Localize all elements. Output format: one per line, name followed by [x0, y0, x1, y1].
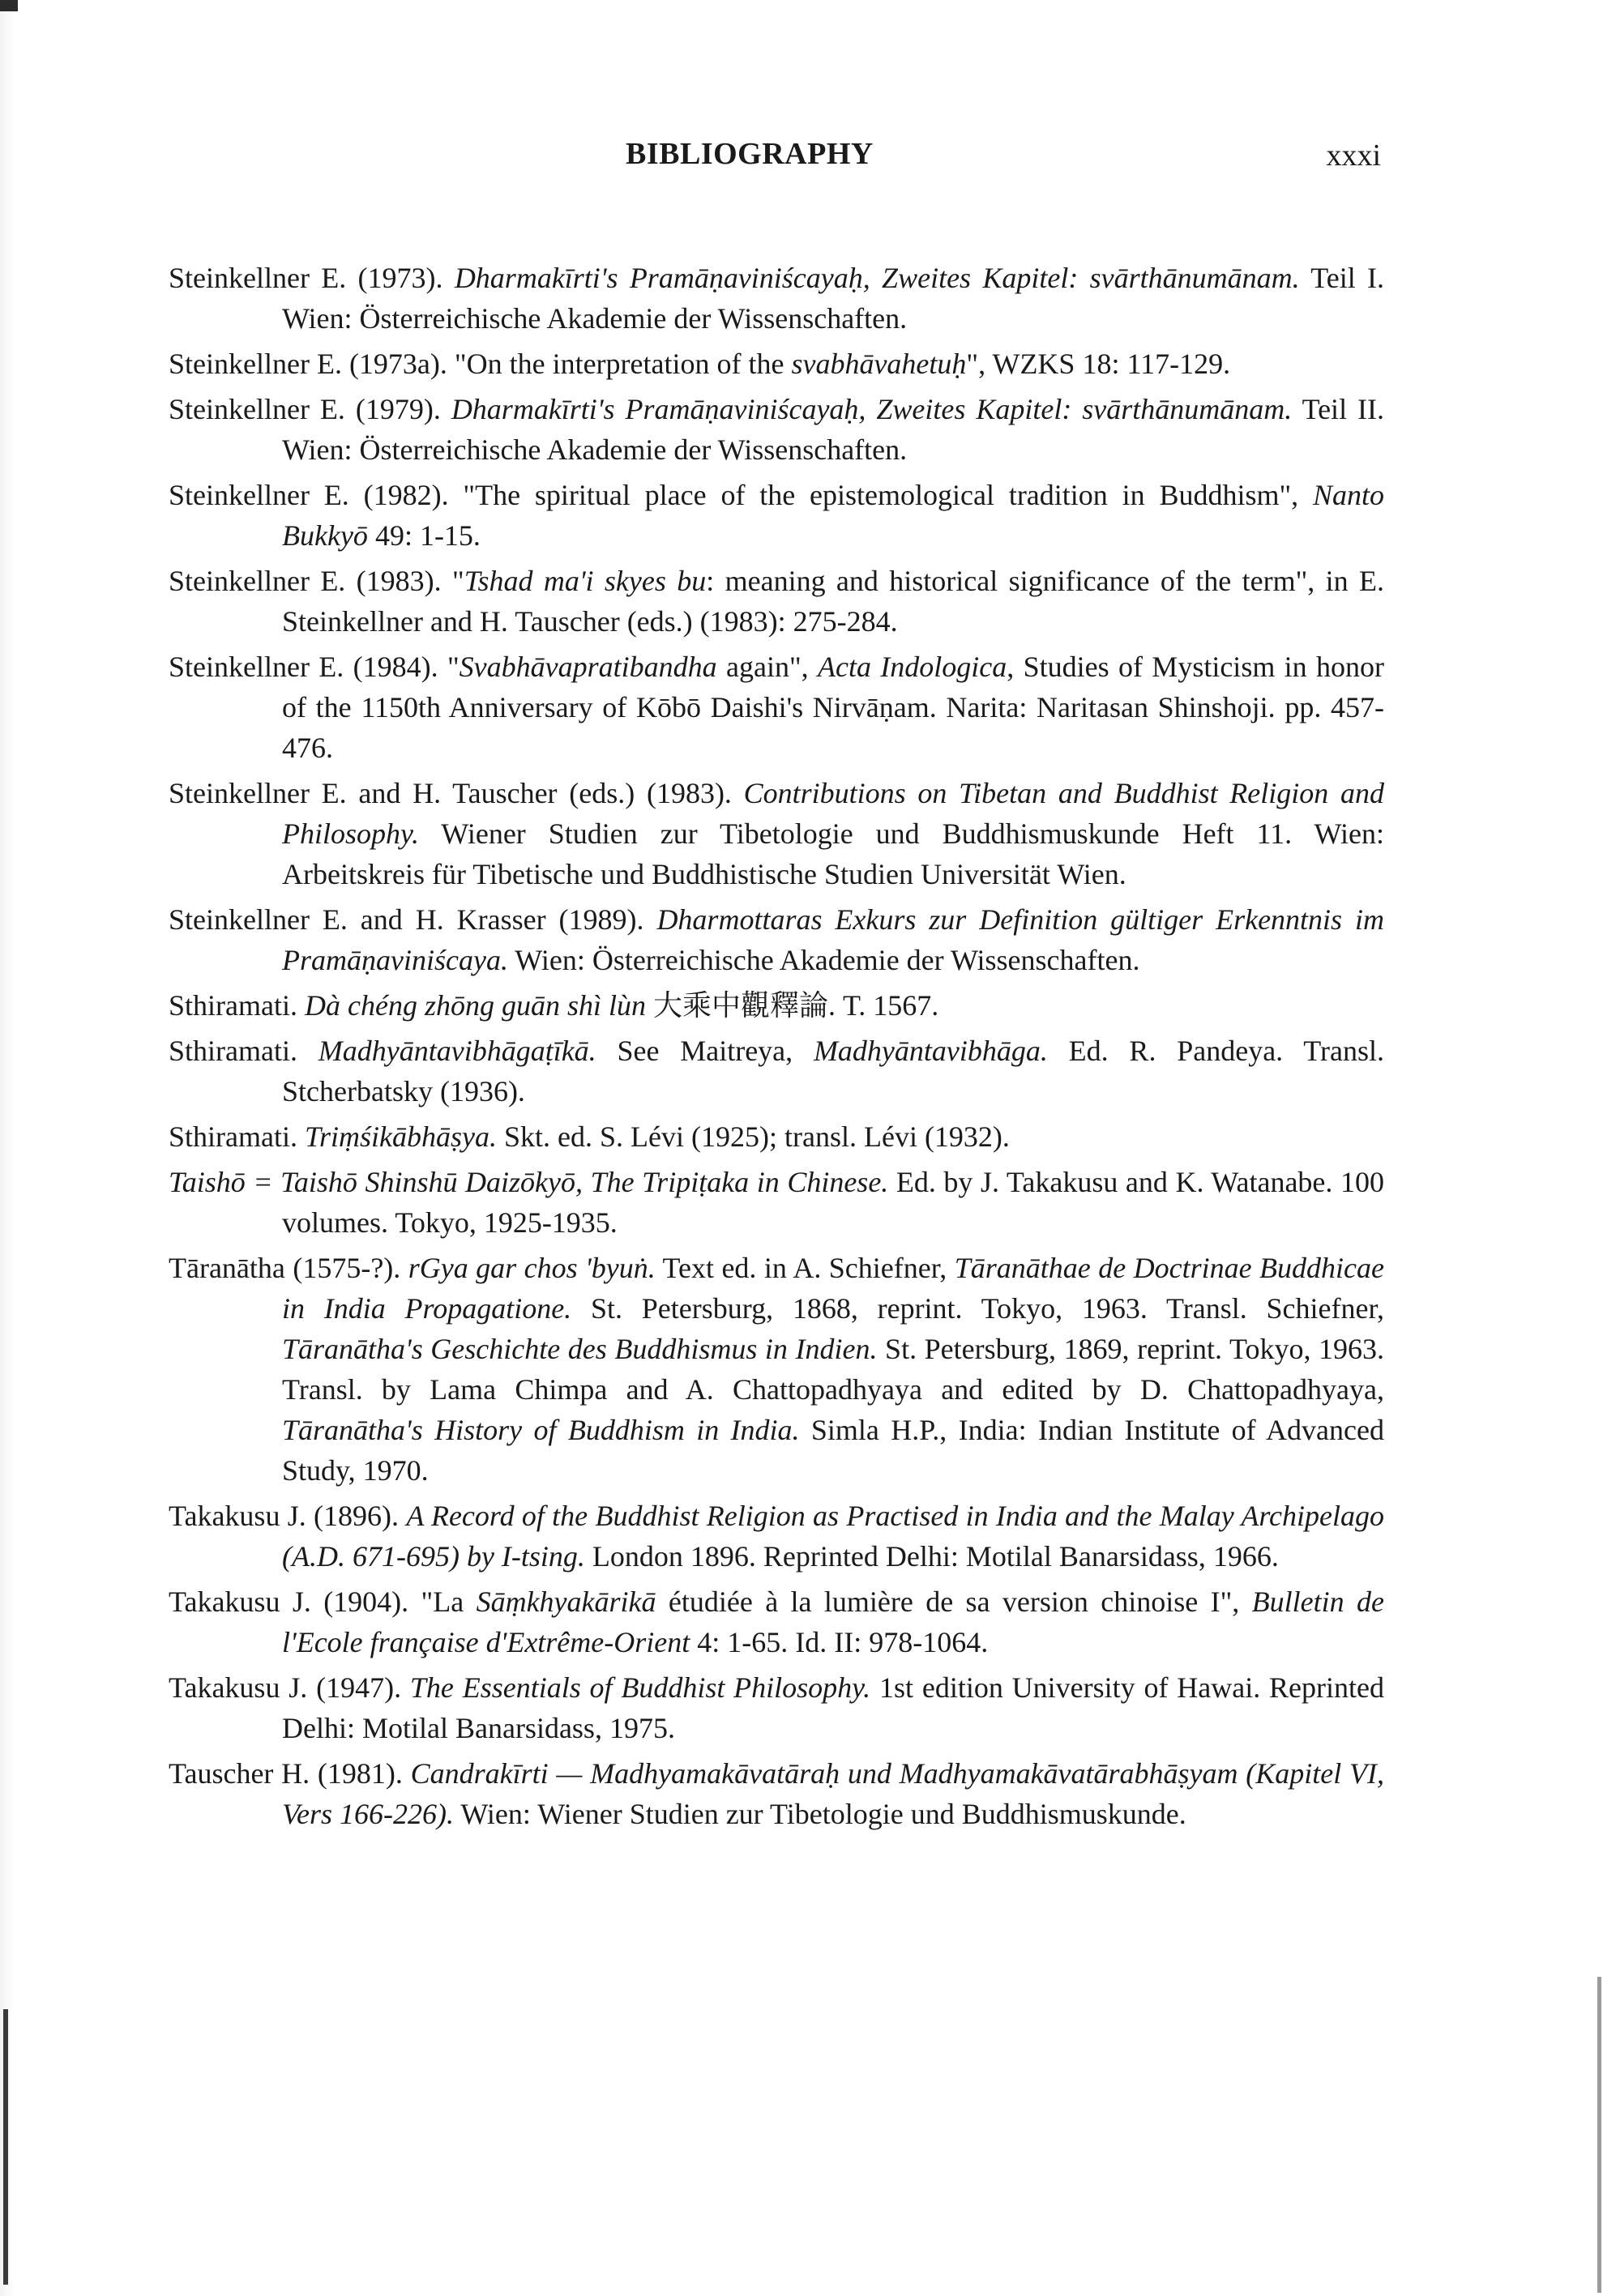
- entry-text: Skt. ed. S. Lévi (1925); transl. Lévi (1932).: [497, 1120, 1010, 1153]
- running-title: BIBLIOGRAPHY: [626, 137, 874, 171]
- entry-text: 大乘中觀釋論. T. 1567.: [645, 989, 939, 1022]
- entry-text: Steinkellner E. and H. Tauscher (eds.) (1983).: [169, 777, 744, 809]
- bibliography-entry: [169, 561, 1384, 642]
- entry-text: Teil I. Wien: Österreichische Akademie der Wissenschaften.: [282, 262, 1385, 335]
- entry-title-text: Dà chéng zhōng guān shì lùn: [304, 989, 646, 1022]
- entry-text: Ed. R. Pandeya. Transl. Stcherbatsky (1936).: [282, 1035, 1384, 1107]
- entry-text: 49: 1-15.: [367, 519, 481, 552]
- scan-binding-shadow: [3, 2009, 8, 2285]
- entry-title-text: Sāṃkhyakārikā: [476, 1585, 656, 1618]
- entry-text: St. Petersburg, 1869, reprint. Tokyo, 1963. Transl. by Lama Chimpa and A. Chattopadhyaya and edited by D. Chattopadhyaya,: [282, 1333, 1385, 1406]
- entry-text: Steinkellner E. (1973).: [169, 262, 455, 294]
- bibliography-entry: [169, 1031, 1384, 1112]
- entry-title-text: Acta Indologica: [817, 651, 1007, 683]
- entry-title-text: Triṃśikābhāṣya.: [304, 1120, 498, 1153]
- bibliography-entry: [169, 1496, 1384, 1577]
- bibliography-entry: [169, 344, 1384, 384]
- entry-text: Sthiramati.: [169, 1035, 318, 1067]
- entry-text: Steinkellner E. (1979).: [169, 393, 451, 425]
- entry-text: Takakusu J. (1904). "La: [169, 1585, 477, 1618]
- scan-right-edge-shadow: [1597, 1977, 1601, 2293]
- entry-text: Steinkellner E. (1973a). "On the interpretation of the: [169, 348, 792, 380]
- entry-title-text: Candrakīrti — Madhyamakāvatāraḥ und Madhyamakāvatārabhāṣyam (Kapitel VI, Vers 166-226).: [282, 1757, 1384, 1830]
- entry-title-text: Dharmottaras Exkurs zur Definition gültiger Erkenntnis im Pramāṇaviniścaya.: [282, 903, 1384, 976]
- page-number: xxxi: [1326, 139, 1381, 173]
- entry-text: , Studies of Mysticism in honor of the 1150th Anniversary of Kōbō Daishi's Nirvāṇam. Narita: Naritasan Shinshoji. pp. 457-476.: [282, 651, 1385, 764]
- entry-text: again",: [716, 651, 818, 683]
- entry-title-text: svabhāvahetuḥ: [791, 348, 967, 380]
- entry-text: London 1896. Reprinted Delhi: Motilal Banarsidass, 1966.: [584, 1540, 1279, 1573]
- entry-title-text: The Essentials of Buddhist Philosophy.: [409, 1671, 871, 1704]
- bibliography-entry: [169, 258, 1384, 339]
- entry-text: Tāranātha (1575-?).: [169, 1252, 408, 1284]
- entry-title-text: A Record of the Buddhist Religion as Practised in India and the Malay Archipelago (A.D. 671-695) by I-tsing.: [282, 1500, 1384, 1573]
- entry-title-text: Tāranāthae de Doctrinae Buddhicae in India Propagatione.: [282, 1252, 1384, 1325]
- entry-text: 1st edition University of Hawai. Reprinted Delhi: Motilal Banarsidass, 1975.: [282, 1671, 1384, 1744]
- page-header: [0, 136, 1603, 185]
- entry-text: Takakusu J. (1947).: [169, 1671, 410, 1704]
- entry-text: Simla H.P., India: Indian Institute of Advanced Study, 1970.: [282, 1414, 1384, 1487]
- entry-text: Wien: Österreichische Akademie der Wissenschaften.: [507, 944, 1140, 976]
- bibliography-entry: [169, 1581, 1384, 1662]
- entry-text: Takakusu J. (1896).: [169, 1500, 407, 1532]
- entry-text: Text ed. in A. Schiefner,: [655, 1252, 955, 1284]
- bibliography-entry: [169, 1248, 1384, 1491]
- bibliography-entry: [169, 985, 1384, 1026]
- entry-text: Wiener Studien zur Tibetologie und Buddhismuskunde Heft 11. Wien: Arbeitskreis für Tibetische und Buddhistische Studien Universität Wien.: [282, 817, 1384, 890]
- bibliography-entry: [169, 899, 1384, 980]
- entry-title-text: Madhyāntavibhāgaṭīkā.: [318, 1035, 596, 1067]
- bibliography-entry: [169, 1116, 1384, 1157]
- scan-left-edge: [0, 0, 15, 2296]
- bibliography-entry: [169, 773, 1384, 894]
- bibliography-entry: [169, 475, 1384, 556]
- bibliography-entry: [169, 1162, 1384, 1243]
- entry-text: ", WZKS 18: 117-129.: [966, 348, 1231, 380]
- entry-title-text: Tāranātha's Geschichte des Buddhismus in Indien.: [282, 1333, 878, 1365]
- entry-text: Steinkellner E. and H. Krasser (1989).: [169, 903, 657, 936]
- entry-title-text: Taishō = Taishō Shinshū Daizōkyō, The Tripiṭaka in Chinese.: [169, 1166, 889, 1198]
- entry-text: Steinkellner E. (1984). ": [169, 651, 460, 683]
- entry-text: 4: 1-65. Id. II: 978-1064.: [690, 1626, 989, 1658]
- entry-text: Wien: Wiener Studien zur Tibetologie und Buddhismuskunde.: [453, 1798, 1186, 1830]
- entry-text: See Maitreya,: [596, 1035, 814, 1067]
- entry-text: Tauscher H. (1981).: [169, 1757, 411, 1790]
- entry-title-text: Tāranātha's History of Buddhism in India.: [282, 1414, 800, 1446]
- bibliography-entry: [169, 1753, 1384, 1834]
- entry-title-text: rGya gar chos 'byuṅ.: [408, 1252, 656, 1284]
- entry-text: étudiée à la lumière de sa version chinoise I",: [656, 1585, 1252, 1618]
- bibliography-entry: [169, 1667, 1384, 1748]
- entry-title-text: Bulletin de l'Ecole française d'Extrême-Orient: [282, 1585, 1384, 1658]
- entry-title-text: Dharmakīrti's Pramāṇaviniścayaḥ, Zweites Kapitel: svārthānumānam.: [451, 393, 1293, 425]
- entry-text: St. Petersburg, 1868, reprint. Tokyo, 1963. Transl. Schiefner,: [571, 1292, 1385, 1325]
- entry-text: Steinkellner E. (1982). "The spiritual place of the epistemological tradition in Buddhism",: [169, 479, 1313, 511]
- bibliography-entry: [169, 389, 1384, 470]
- entry-title-text: Contributions on Tibetan and Buddhist Religion and Philosophy.: [282, 777, 1384, 850]
- bibliography-entry: [169, 647, 1384, 768]
- entry-text: Ed. by J. Takakusu and K. Watanabe. 100 volumes. Tokyo, 1925-1935.: [282, 1166, 1384, 1239]
- entry-text: Steinkellner E. (1983). ": [169, 565, 464, 597]
- entry-title-text: Nanto Bukkyō: [282, 479, 1384, 552]
- entry-title-text: Madhyāntavibhāga.: [813, 1035, 1048, 1067]
- scan-corner-mark: [0, 0, 18, 11]
- entry-title-text: Tshad ma'i skyes bu: [464, 565, 707, 597]
- entry-text: Sthiramati.: [169, 1120, 305, 1153]
- entry-title-text: Svabhāvapratibandha: [459, 651, 717, 683]
- entry-text: Teil II. Wien: Österreichische Akademie der Wissenschaften.: [282, 393, 1385, 466]
- entry-text: : meaning and historical significance of the term", in E. Steinkellner and H. Tauscher (eds.) (1983): 275-284.: [282, 565, 1385, 638]
- entry-title-text: Dharmakīrti's Pramāṇaviniścayaḥ, Zweites Kapitel: svārthānumānam.: [454, 262, 1300, 294]
- bibliography-list: [169, 258, 1384, 1839]
- entry-text: Sthiramati.: [169, 989, 305, 1022]
